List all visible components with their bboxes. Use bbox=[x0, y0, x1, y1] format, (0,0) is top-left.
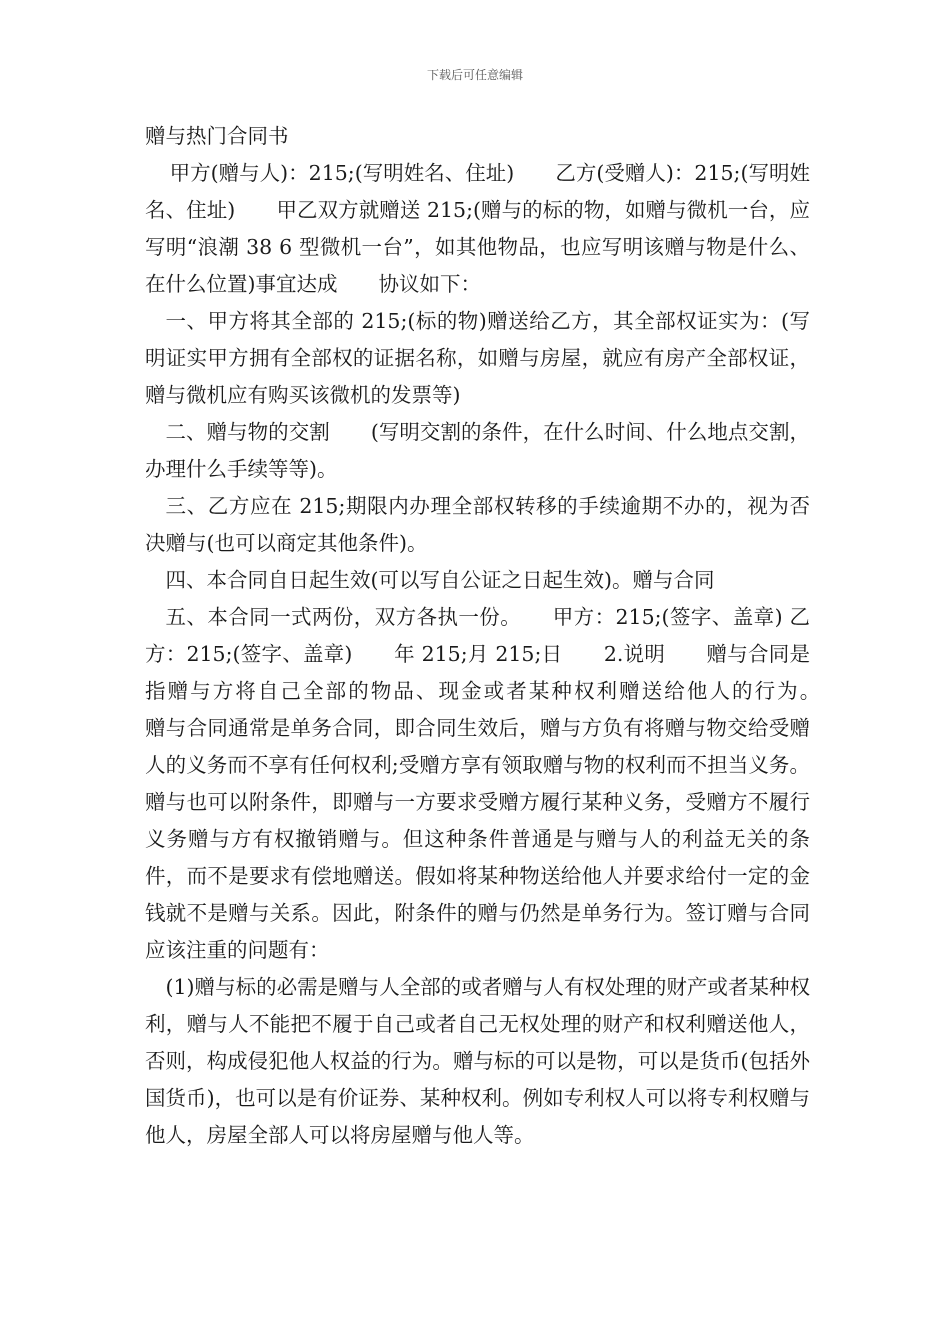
document-title: 赠与热门合同书 bbox=[145, 124, 289, 148]
paragraph-clause-1: 一、甲方将其全部的 215;(标的物)赠送给乙方，其全部权证实为：(写明证实甲方拥有全部权的证据名称，如赠与房屋，就应有房产全部权证，赠与微机应有购买该微机的发票等) bbox=[145, 309, 810, 407]
paragraph-clause-5-explanation: 五、本合同一式两份，双方各执一份。 甲方：215;(签字、盖章) 乙方：215;(签字、盖章) 年 215;月 215;日 2.说明 赠与合同是指赠与方将自己全部的物品、现金或者某种权利赠送给他人的行为。 赠与合同通常是单务合同，即合同生效后，赠与方负有将赠与物交给受赠人的义务而不享有任何权利;受赠方享有领取赠与物的权利而不担当义务。赠与也可以附条件，即赠与一方要求受赠方履行某种义务，受赠方不履行义务赠与方有权撤销赠与。但这种条件普通是与赠与人的利益无关的条件，而不是要求有偿地赠送。假如将某种物送给他人并要求给付一定的金钱就不是赠与关系。因此，附条件的赠与仍然是单务行为。签订赠与合同应该注重的问题有： bbox=[145, 605, 851, 962]
document-body bbox=[145, 118, 851, 1154]
paragraph-note-1: (1)赠与标的必需是赠与人全部的或者赠与人有权处理的财产或者某种权利，赠与人不能把不履于自己或者自己无权处理的财产和权利赠送他人，否则，构成侵犯他人权益的行为。赠与标的可以是物，可以是货币(包括外国货币)，也可以是有价证券、某种权利。例如专利权人可以将专利权赠与他人，房屋全部人可以将房屋赠与他人等。 bbox=[145, 975, 810, 1147]
paragraph-parties: 甲方(赠与人)：215;(写明姓名、住址) 乙方(受赠人)：215;(写明姓名、住址) 甲乙双方就赠送 215;(赠与的标的物，如赠与微机一台，应写明“浪潮 38 6 型微机一台”，如其他物品，也应写明该赠与物是什么、在什么位置)事宜达成 协议如下： bbox=[145, 161, 810, 296]
paragraph-clause-2: 二、赠与物的交割 (写明交割的条件，在什么时间、什么地点交割，办理什么手续等等)。 bbox=[145, 420, 810, 481]
paragraph-clause-4: 四、本合同自日起生效(可以写自公证之日起生效)。赠与合同 bbox=[165, 568, 715, 592]
paragraph-clause-3: 三、乙方应在 215;期限内办理全部权转移的手续逾期不办的，视为否决赠与(也可以商定其他条件)。 bbox=[145, 494, 810, 555]
page-header: 下载后可任意编辑 bbox=[426, 68, 523, 82]
